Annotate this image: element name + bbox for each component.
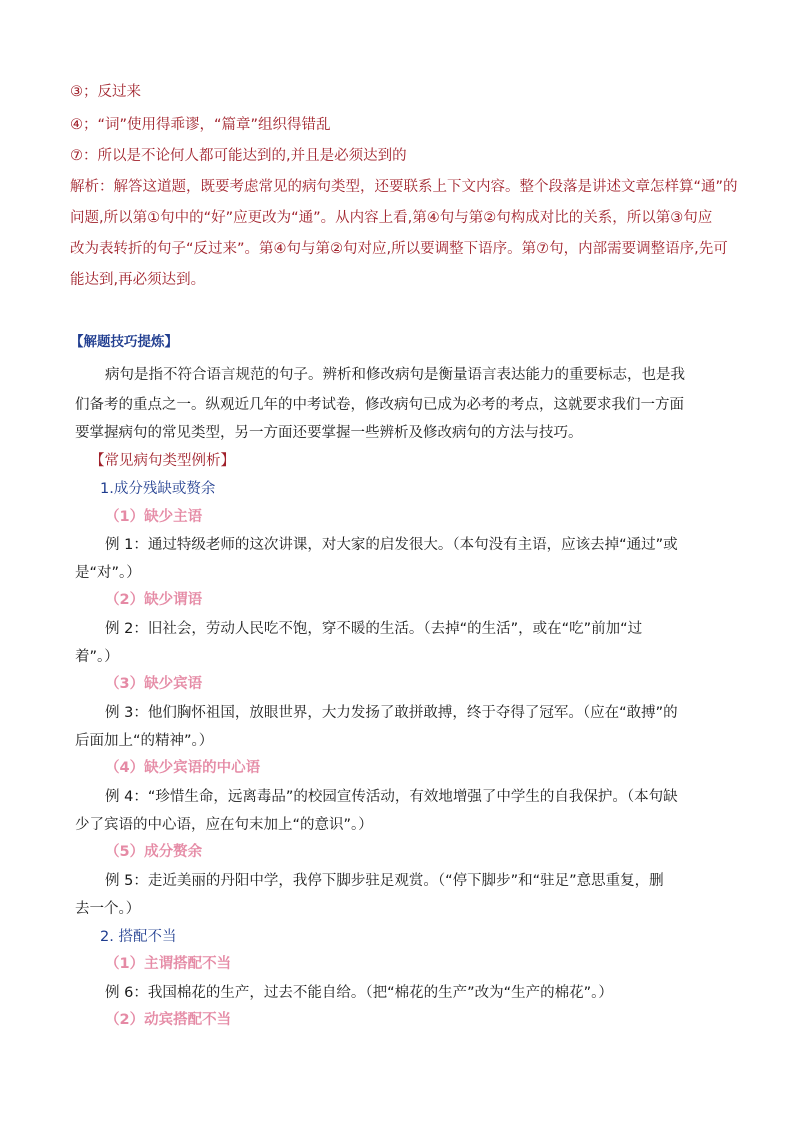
skills-intro-line-1: 病句是指不符合语言规范的句子。辨析和修改病句是衡量语言表达能力的重要标志，也是我 [105, 367, 685, 383]
analysis-line-4: 能达到,再必须达到。 [70, 272, 206, 288]
example-3-line-2: 后面加上“的精神”。） [75, 733, 214, 749]
answer-7: ⑦：所以是不论何人都可能达到的,并且是必须达到的 [70, 148, 407, 164]
section-1-4-title: （4）缺少宾语的中心语 [105, 760, 261, 776]
section-1-5-title: （5）成分赘余 [105, 844, 203, 860]
answer-3: ③；反过来 [70, 84, 141, 100]
skills-intro-line-3: 要掌握病句的常见类型，另一方面还要掌握一些辨析及修改病句的方法与技巧。 [75, 425, 583, 441]
example-4-line-2: 少了宾语的中心语，应在句末加上“的意识”。） [75, 817, 373, 833]
example-4-line-1: 例 4：“珍惜生命，远离毒品”的校园宣传活动，有效地增强了中学生的自我保护。（本句缺 [105, 789, 678, 805]
answer-4-prefix: ④；“词”使用得乖谬， [70, 117, 215, 133]
example-6-line: 例 6：我国棉花的生产，过去不能自给。（把“棉花的生产”改为“生产的棉花”。） [105, 985, 613, 1001]
example-5-line-2: 去一个。） [75, 901, 141, 917]
answer-4 [70, 115, 331, 135]
example-2-line-1: 例 2：旧社会，劳动人民吃不饱，穿不暖的生活。（去掉“的生活”，或在“吃”前加“过 [105, 621, 643, 637]
analysis-line-3: 改为表转折的句子“反过来”。第④句与第②句对应,所以要调整下语序。第⑦句，内部需要调整语序,先可 [70, 241, 728, 257]
section-2-1-title: （1）主谓搭配不当 [105, 956, 232, 972]
section-1-1-title: （1）缺少主语 [105, 509, 203, 525]
example-1-line-1: 例 1：通过特级老师的这次讲课，对大家的启发很大。（本句没有主语，应该去掉“通过”或 [105, 537, 678, 553]
example-5-line-1: 例 5：走近美丽的丹阳中学，我停下脚步驻足观赏。（“停下脚步”和“驻足”意思重复，删 [105, 873, 664, 889]
analysis-line-2: 问题,所以第①句中的“好”应更改为“通”。从内容上看,第④句与第②句构成对比的关系，所以第③句应 [70, 210, 713, 226]
types-heading: 【常见病句类型例析】 [90, 453, 235, 469]
skills-intro-line-2: 们备考的重点之一。纵观近几年的中考试卷，修改病句已成为必考的考点，这就要求我们一方面 [75, 397, 684, 413]
example-2-line-2: 着”。） [75, 649, 119, 665]
answer-4-suffix: “篇章”组织得错乱 [214, 117, 331, 133]
section-1-title: 1.成分残缺或赘余 [100, 481, 216, 497]
section-2-title: 2. 搭配不当 [100, 929, 177, 945]
example-1-line-2: 是“对”。） [75, 565, 141, 581]
section-1-3-title: （3）缺少宾语 [105, 676, 203, 692]
section-2-2-title: （2）动宾搭配不当 [105, 1012, 232, 1028]
skills-heading: 【解题技巧提炼】 [70, 334, 178, 350]
section-1-2-title: （2）缺少谓语 [105, 592, 203, 608]
analysis-line-1: 解析：解答这道题，既要考虑常见的病句类型，还要联系上下文内容。整个段落是讲述文章怎样算“通”的 [70, 179, 738, 195]
example-3-line-1: 例 3：他们胸怀祖国，放眼世界，大力发扬了敢拼敢搏，终于夺得了冠军。（应在“敢搏”的 [105, 705, 678, 721]
